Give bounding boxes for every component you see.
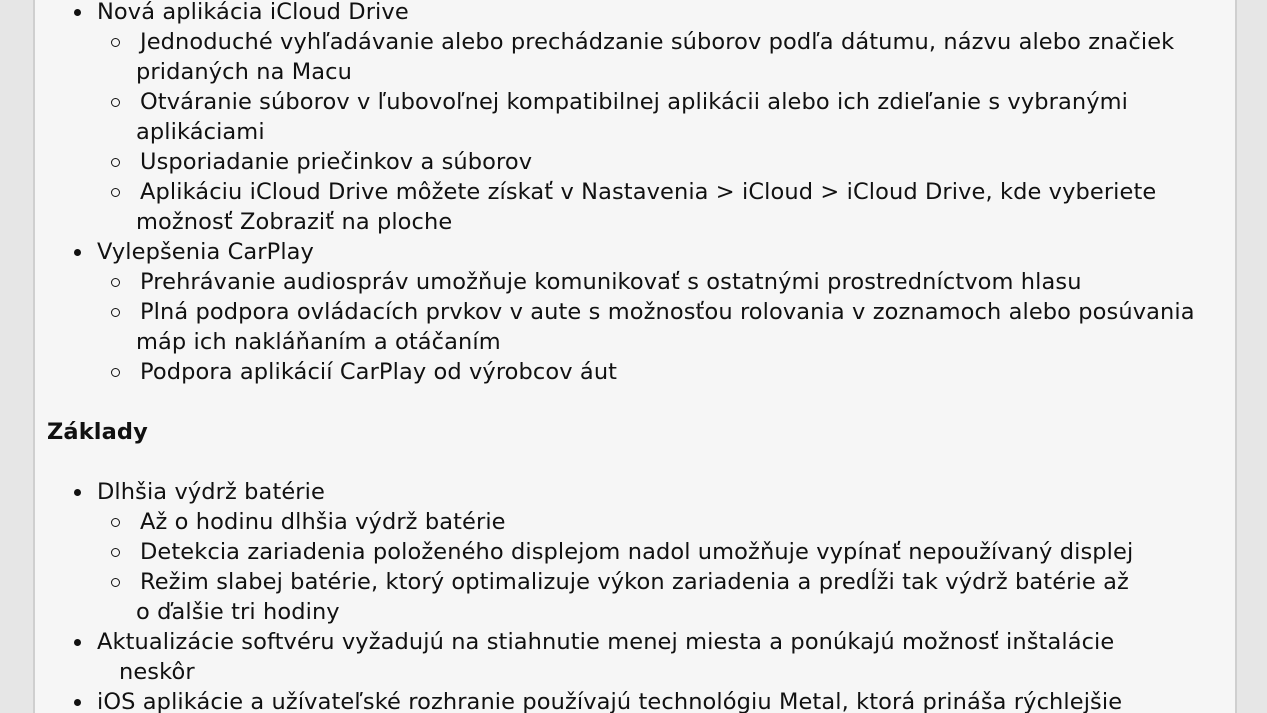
sub-item: Jednoduché vyhľadávanie alebo prechádzanie súborov podľa dátumu, názvu alebo značiek xyxy=(140,29,1175,55)
sub-item: Usporiadanie priečinkov a súborov xyxy=(140,149,533,175)
sub-item: Režim slabej batérie, ktorý optimalizuje výkon zariadenia a predĺži tak výdrž batérie až xyxy=(140,569,1129,595)
sub-item: Prehrávanie audiospráv umožňuje komunikovať s ostatnými prostredníctvom hlasu xyxy=(140,269,1082,295)
sub-bullet-circle xyxy=(111,38,120,47)
sub-item: Aplikáciu iCloud Drive môžete získať v Nastavenia > iCloud > iCloud Drive, kde vyberiete xyxy=(140,179,1157,205)
list-item-carplay: Vylepšenia CarPlay xyxy=(97,239,314,265)
sub-bullet-circle xyxy=(111,188,120,197)
list-item-battery: Dlhšia výdrž batérie xyxy=(97,479,325,505)
sub-bullet-circle xyxy=(111,278,120,287)
sub-item-continuation: pridaných na Macu xyxy=(136,59,352,85)
sub-item: Detekcia zariadenia položeného displejom nadol umožňuje vypínať nepoužívaný displej xyxy=(140,539,1134,565)
list-item-metal: iOS aplikácie a užívateľské rozhranie používajú technológiu Metal, ktorá prináša rýchlejšie xyxy=(97,689,1123,713)
sub-bullet-circle xyxy=(111,518,120,527)
sub-bullet-circle xyxy=(111,368,120,377)
sub-item: Otváranie súborov v ľubovoľnej kompatibilnej aplikácii alebo ich zdieľanie s vybranými xyxy=(140,89,1129,115)
sub-item-continuation: o ďalšie tri hodiny xyxy=(136,599,340,625)
bullet-dot xyxy=(74,9,81,16)
sub-item-continuation: máp ich nakláňaním a otáčaním xyxy=(136,329,501,355)
bullet-dot xyxy=(74,489,81,496)
bullet-dot xyxy=(74,639,81,646)
sub-item: Podpora aplikácií CarPlay od výrobcov áut xyxy=(140,359,618,385)
sub-item-continuation: aplikáciami xyxy=(136,119,265,145)
list-item-icloud-drive: Nová aplikácia iCloud Drive xyxy=(97,0,409,25)
sub-item: Až o hodinu dlhšia výdrž batérie xyxy=(140,509,506,535)
sub-bullet-circle xyxy=(111,98,120,107)
list-item-software-updates: Aktualizácie softvéru vyžadujú na stiahnutie menej miesta a ponúkajú možnosť inštalácie xyxy=(97,629,1115,655)
sub-item-continuation: možnosť Zobraziť na ploche xyxy=(136,209,453,235)
sub-bullet-circle xyxy=(111,308,120,317)
section-heading-basics: Základy xyxy=(47,419,148,445)
bullet-dot xyxy=(74,249,81,256)
release-notes-pane xyxy=(33,0,1237,713)
sub-bullet-circle xyxy=(111,158,120,167)
sub-bullet-circle xyxy=(111,578,120,587)
list-item-continuation: neskôr xyxy=(119,659,195,685)
sub-item: Plná podpora ovládacích prvkov v aute s možnosťou rolovania v zoznamoch alebo posúvania xyxy=(140,299,1195,325)
sub-bullet-circle xyxy=(111,548,120,557)
bullet-dot xyxy=(74,699,81,706)
